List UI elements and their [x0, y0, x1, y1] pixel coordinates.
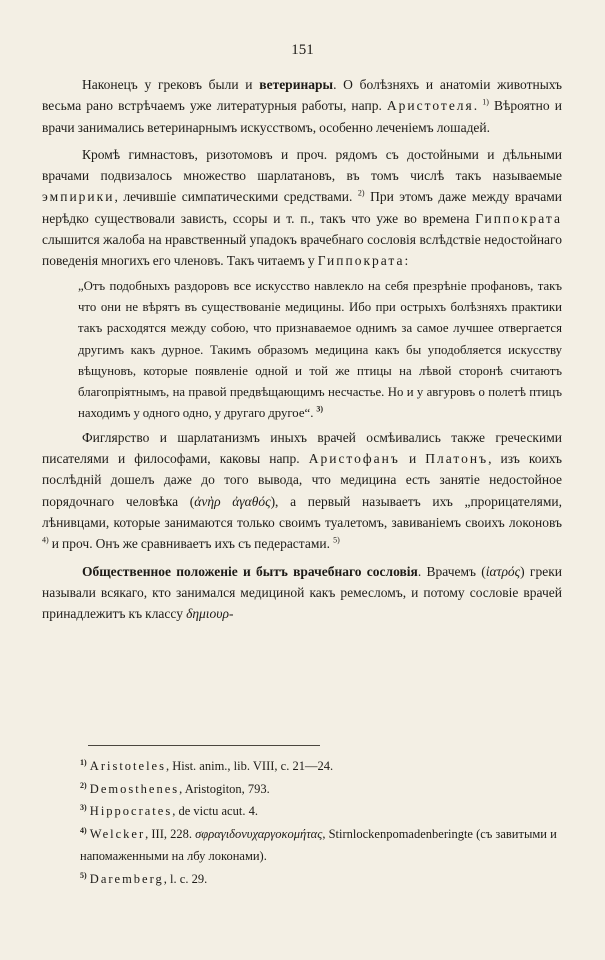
text-run: и [399, 451, 426, 467]
text-run: Фиглярство и шарлатанизмъ иныхъ врачей осмѣивались также греческими писателями и философами, каковы напр. [42, 429, 562, 467]
text-run: . Врачемъ ( [417, 563, 486, 579]
footnotes [80, 755, 570, 890]
greek-word: ἰατρός [485, 563, 521, 579]
footnote-number: 1) [80, 757, 87, 767]
footnote-number: 2) [80, 780, 87, 790]
text-run: и проч. Онъ же сравниваетъ ихъ съ педерастами. [48, 536, 334, 552]
spaced-name: Гиппократа [317, 253, 405, 269]
paragraph-social-position [42, 561, 562, 625]
footnote-2 [80, 778, 570, 801]
greek-phrase: ἀνὴρ ἀγαθός [194, 493, 271, 509]
text-run: ) греки называли всякаго, кто занимался медициной какъ ремесломъ, и потому сословіе врачей принадлежитъ къ классу [42, 563, 562, 622]
footnote-author: Daremberg [89, 871, 164, 886]
footnote-text: , III, 228. [145, 826, 196, 841]
footnote-author: Demosthenes [89, 781, 180, 796]
footnote-number: 3) [80, 802, 87, 812]
footnote-4 [80, 823, 570, 868]
spaced-name: Гиппократа [475, 210, 562, 226]
footnote-number: 4) [80, 825, 87, 835]
spaced-name: Аристофанъ [308, 451, 400, 467]
footnote-ref: 2) [357, 188, 365, 198]
text-run: . [473, 98, 483, 114]
footnote-ref: 5) [333, 535, 340, 545]
quote-text: „Отъ подобныхъ раздоровъ все искусство навлекло на себя презрѣніе профановъ, такъ что они не вѣрятъ въ существованіе медицины. Ибо при острыхъ болѣзняхъ практики такъ расходятся между собою, что признаваемое однимъ за самое лучшее отвергается другимъ какъ дурное. Такимъ образомъ медицина какъ бы уподобляется искусству вѣщуновъ, которые появленіе одной и той же птицы на лѣвой сторонѣ считаютъ благопріятнымъ, на правой предвѣщающимъ несчастье. Но и у авгуровъ о полетѣ птицъ находимъ у одного одно, у другаго другое“. [78, 278, 562, 421]
text-run: Вѣроятно и врачи занимались ветеринарнымъ искусствомъ, особенно леченіемъ лошадей. [42, 98, 562, 135]
footnote-text: , l. c. 29. [163, 871, 208, 886]
section-heading: Общественное положеніе и бытъ врачебнаго сословія [82, 563, 418, 579]
text-run: : [404, 253, 409, 269]
footnote-ref: 1) [482, 97, 489, 107]
spaced-term: эмпирики [42, 189, 115, 205]
footnote-1 [80, 755, 570, 778]
main-text [42, 74, 562, 624]
text-run: слышится жалоба на нравственный упадокъ врачебнаго сословія вслѣдствіе недостойнаго поведенія многихъ его членовъ. Такъ читаемъ у [42, 232, 562, 269]
footnote-number: 5) [80, 870, 87, 880]
footnote-author: Hippocrates [89, 804, 173, 818]
footnote-text: , Hist. anim., lib. VIII, c. 21—24. [165, 759, 334, 773]
footnote-author: Welcker [89, 826, 146, 841]
footnote-author: Aristoteles [89, 759, 166, 773]
spaced-name: Аристотеля [386, 98, 474, 114]
text-run: , изъ коихъ послѣдній дошелъ даже до того вывода, что медицина есть занятіе недостойное порядочнаго человѣка ( [42, 451, 562, 509]
footnote-text: , Aristogiton, 793. [179, 781, 270, 796]
text-run: Кромѣ гимнастовъ, ризотомовъ и проч. рядомъ съ достойными и дѣльными врачами подвизалось множество шарлатановъ, въ томъ числѣ такъ называемые [42, 146, 562, 184]
paragraph-ridicule [42, 427, 562, 555]
footnote-ref: 4) [42, 535, 49, 545]
footnote-text: , Stirnlockenpomadenberingte (съ завитыми и напомаженными на лбу локонами). [80, 826, 557, 863]
text-run: ), а первый называетъ ихъ „прорицателями, лѣнивцами, которые занимаются только своимъ туалетомъ, завиваніемъ своихъ локоновъ [42, 493, 562, 530]
page-number: 151 [291, 42, 314, 58]
footnote-5 [80, 868, 570, 891]
spaced-name: Платонъ [425, 451, 489, 467]
footnote-text: , de victu acut. 4. [172, 804, 258, 818]
text-run: , лечившіе симпатическими средствами. [114, 189, 358, 205]
greek-word: δημιουρ- [186, 606, 234, 622]
bold-term: ветеринары [259, 77, 334, 92]
footnote-greek: σφραγιδονυχαργοκομήτας [195, 826, 323, 841]
paragraph-charlatans [42, 144, 562, 272]
text-run: . О болѣзняхъ и анатоміи животныхъ весьма рано встрѣчаемъ уже литературныя работы, напр. [42, 77, 562, 114]
footnote-3 [80, 800, 570, 823]
text-run: При этомъ даже между врачами нерѣдко существовали зависть, ссоры и т. п., такъ что уже во времена [42, 189, 562, 226]
text-run: Наконецъ у грековъ были и [82, 77, 260, 92]
paragraph-veterinarians [42, 74, 562, 138]
hippocrates-quote [42, 276, 562, 425]
footnote-ref: 3) [316, 405, 323, 415]
footnote-divider [88, 745, 320, 746]
